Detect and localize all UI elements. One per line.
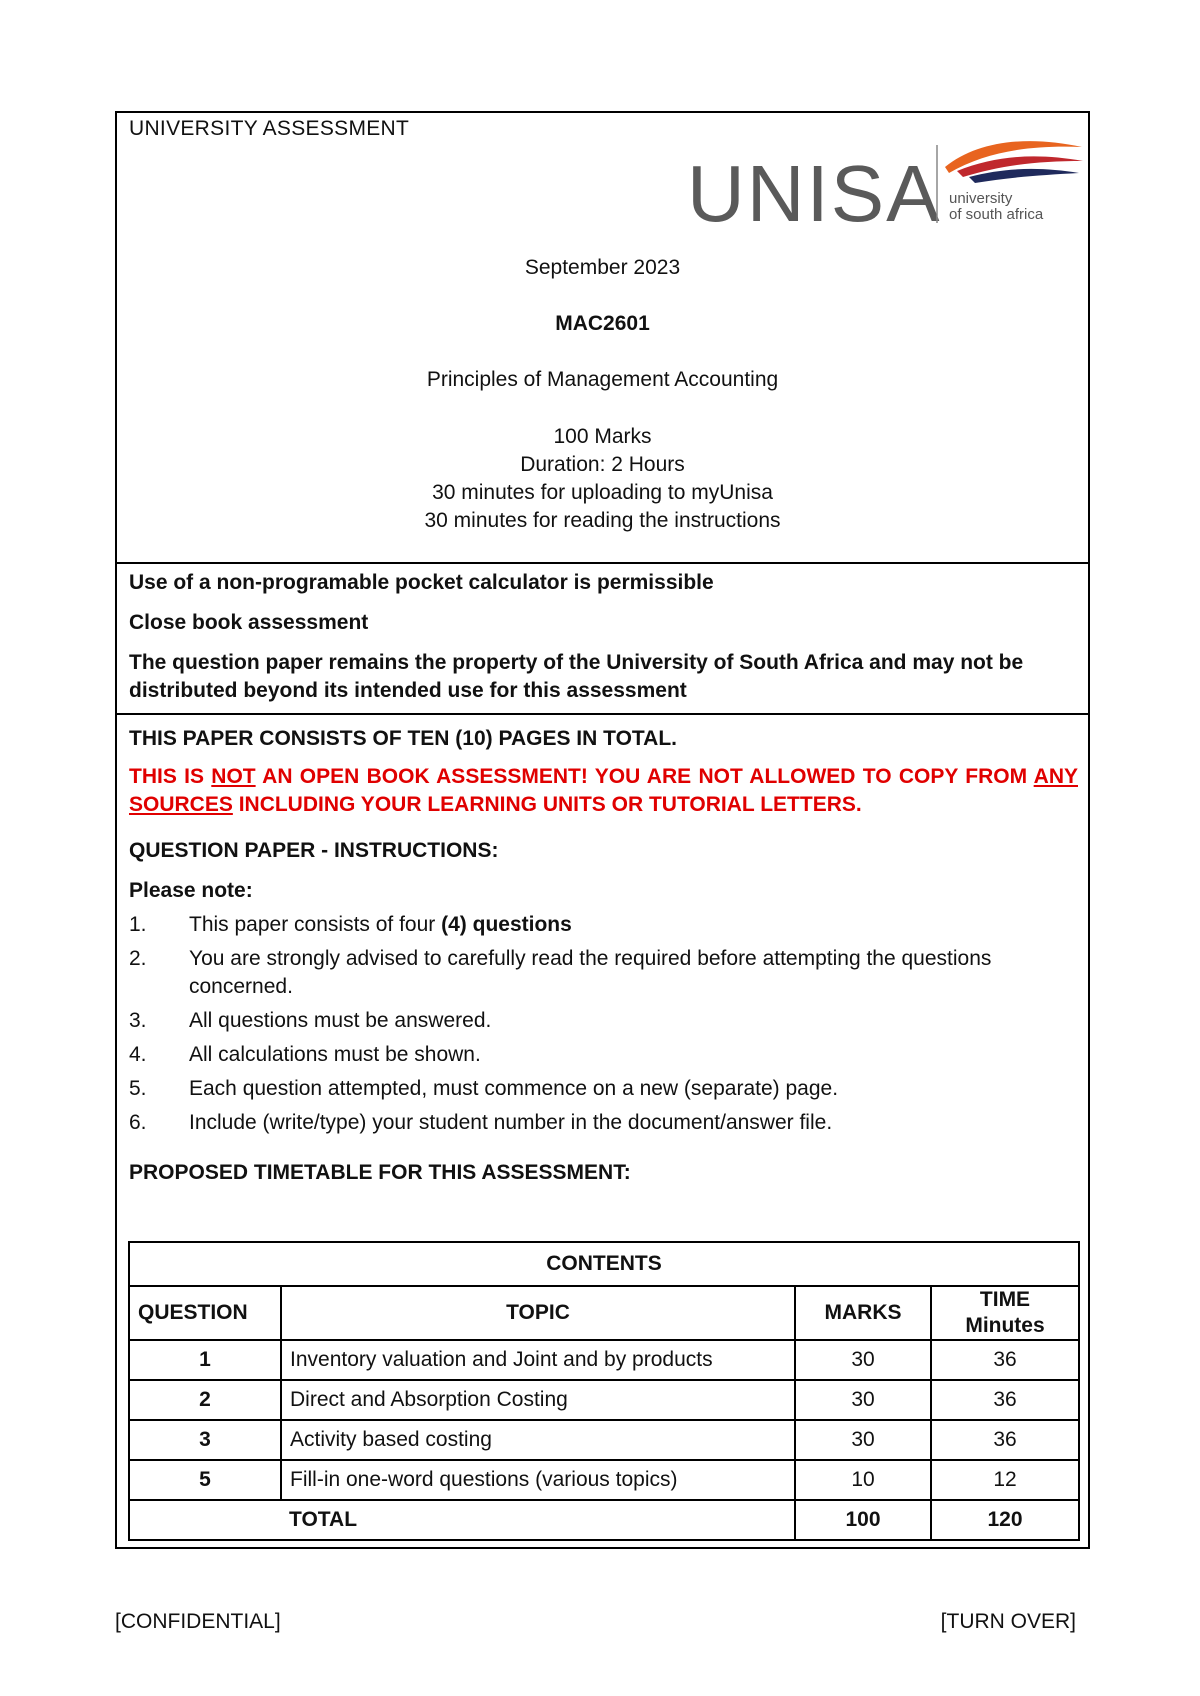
list-item-number: 1. [129,913,147,936]
instructions-section [117,715,1088,1187]
unisa-logo [687,133,1087,233]
list-item-number: 3. [129,1009,147,1032]
instruction-list [129,911,1078,1137]
table-row [129,1340,1079,1380]
table-row [129,1420,1079,1460]
reading-time: 30 minutes for reading the instructions [424,509,781,532]
col-question: QUESTION [129,1286,281,1340]
cell-total-time: 120 [931,1500,1079,1540]
warning-text-c: INCLUDING YOUR LEARNING UNITS OR TUTORIAL LETTERS. [232,793,862,816]
open-book-warning [129,763,1078,819]
list-item [129,945,1078,1001]
cell-marks: 30 [795,1380,931,1420]
cell-marks: 10 [795,1460,931,1500]
timetable-heading: PROPOSED TIMETABLE FOR THIS ASSESSMENT: [129,1161,631,1184]
cell-question: 2 [129,1380,281,1420]
cell-time: 36 [931,1420,1079,1460]
assessment-label: UNIVERSITY ASSESSMENT [129,117,410,140]
footer-confidential: [CONFIDENTIAL] [115,1610,281,1633]
cell-time: 36 [931,1380,1079,1420]
list-item-bold-text: (4) questions [441,913,572,936]
cell-time: 12 [931,1460,1079,1500]
cell-total-label: TOTAL [281,1500,795,1540]
table-caption-row [129,1242,1079,1286]
list-item-number: 5. [129,1077,147,1100]
cell-topic: Direct and Absorption Costing [281,1380,795,1420]
cell-total-marks: 100 [795,1500,931,1540]
warning-text-b: AN OPEN BOOK ASSESSMENT! YOU ARE NOT ALLOWED TO COPY FROM [255,765,1034,788]
warning-not: NOT [211,765,256,788]
list-item-text: You are strongly advised to carefully read the required before attempting the questions concerned. [189,947,992,998]
logo-wordmark: UNISA [687,149,942,233]
property-rule: The question paper remains the property of the University of South Africa and may not be distributed beyond its intended use for this assessment [129,651,1024,702]
cell-total-empty [129,1500,281,1540]
cell-topic: Activity based costing [281,1420,795,1460]
please-note-label: Please note: [129,879,253,902]
col-marks: MARKS [795,1286,931,1340]
list-item [129,1075,1078,1103]
table-row [129,1380,1079,1420]
list-item-text: Include (write/type) your student number in the document/answer file. [189,1111,833,1134]
closed-book-rule: Close book assessment [129,611,369,634]
list-item [129,1041,1078,1069]
list-item [129,1109,1078,1137]
cell-topic: Inventory valuation and Joint and by products [281,1340,795,1380]
assessment-cover-frame [115,111,1090,1549]
exam-duration: Duration: 2 Hours [520,453,685,476]
list-item-text: Each question attempted, must commence on a new (separate) page. [189,1077,839,1100]
logo-tagline-line2: of south africa [949,206,1044,223]
table-caption: CONTENTS [129,1242,1079,1286]
footer-turn-over: [TURN OVER] [940,1610,1076,1633]
list-item [129,1007,1078,1035]
cell-topic: Fill-in one-word questions (various topics) [281,1460,795,1500]
total-marks: 100 Marks [553,425,652,448]
cell-marks: 30 [795,1340,931,1380]
list-item-number: 6. [129,1111,147,1134]
col-topic: TOPIC [281,1286,795,1340]
assessment-rules-section [117,564,1088,715]
module-code: MAC2601 [555,312,650,335]
page-count-notice: THIS PAPER CONSISTS OF TEN (10) PAGES IN TOTAL. [129,727,677,750]
cover-header-section [117,113,1088,564]
warning-any-sources: ANY SOURCES [129,765,1078,816]
calculator-rule: Use of a non-programable pocket calculator is permissible [129,571,714,594]
module-title: Principles of Management Accounting [426,368,779,391]
table-row [129,1460,1079,1500]
list-item-text: This paper consists of four [189,913,442,936]
list-item-number: 4. [129,1043,147,1066]
cell-question: 3 [129,1420,281,1460]
col-time-line1: TIME [979,1288,1031,1311]
list-item-text: All calculations must be shown. [189,1043,481,1066]
upload-time: 30 minutes for uploading to myUnisa [432,481,773,504]
warning-text-a: THIS IS [129,765,212,788]
col-time [931,1286,1079,1340]
cell-question: 5 [129,1460,281,1500]
exam-date: September 2023 [524,256,681,279]
logo-swoosh-navy [969,169,1079,183]
instructions-heading: QUESTION PAPER - INSTRUCTIONS: [129,839,499,862]
list-item [129,911,1078,939]
col-time-line2: Minutes [965,1314,1045,1337]
timetable-table [128,1241,1080,1541]
table-header-row [129,1286,1079,1340]
cell-time: 36 [931,1340,1079,1380]
cell-question: 1 [129,1340,281,1380]
list-item-text: All questions must be answered. [189,1009,492,1032]
table-total-row [129,1500,1079,1540]
logo-tagline-line1: university [949,190,1013,207]
list-item-number: 2. [129,947,147,970]
cell-marks: 30 [795,1420,931,1460]
